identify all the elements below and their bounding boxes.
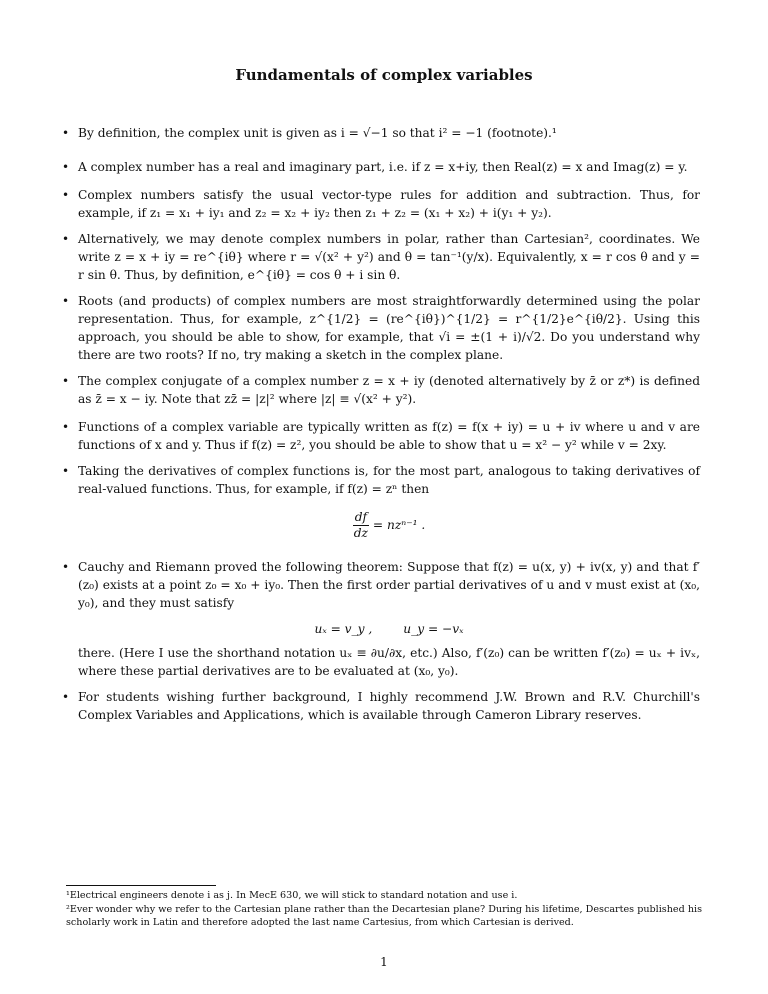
bullet-marker: • — [62, 560, 70, 574]
bullet-marker: • — [62, 374, 70, 388]
bullet-item — [62, 124, 700, 142]
footnote: ²Ever wonder why we refer to the Cartesian plane rather than the Decartesian plane? During his lifetime, Descartes published his scholarly work in Latin and therefore adopted the last name Cartesius, from which Cartesian is derived. — [66, 903, 702, 928]
bullet-marker: • — [62, 690, 70, 704]
bullet-marker: • — [62, 420, 70, 434]
bullet-text: Alternatively, we may denote complex numbers in polar, rather than Cartesian², coordinates. We write z = x + iy = re^{iθ} where r = √(x² + y²) and θ = tan⁻¹(y/x). Equivalently, x = r cos θ and y = r sin θ. Thus, by definition, e^{iθ} = cos θ + i sin θ. — [78, 232, 700, 282]
derivative-rhs: = nzⁿ⁻¹ . — [372, 518, 426, 532]
bullet-item — [62, 158, 700, 176]
bullet-item — [62, 558, 700, 680]
bullet-text: A complex number has a real and imaginary part, i.e. if z = x+iy, then Real(z) = x and Imag(z) = y. — [78, 160, 688, 174]
bullet-item — [62, 372, 700, 408]
bullet-text-continued: there. (Here I use the shorthand notation uₓ ≡ ∂u/∂x, etc.) Also, f′(z₀) can be written f′(z₀) = uₓ + ivₓ, where these partial derivatives are to be evaluated at (x₀, y₀). — [78, 646, 700, 678]
footnote: ¹Electrical engineers denote i as j. In MecE 630, we will stick to standard notation and use i. — [66, 890, 518, 901]
bullet-text: Functions of a complex variable are typically written as f(z) = f(x + iy) = u + iv where u and v are functions of x and y. Thus if f(z) = z², you should be able to show that u = x² − y² while v = 2xy. — [78, 420, 700, 452]
bullet-text: By definition, the complex unit is given as i = √−1 so that i² = −1 (footnote).¹ — [78, 126, 557, 140]
footnotes — [66, 889, 702, 930]
derivative-fraction — [353, 510, 369, 541]
cauchy-riemann-equations: uₓ = v_y , u_y = −vₓ — [314, 622, 464, 636]
bullet-marker: • — [62, 160, 70, 174]
bullet-text: For students wishing further background, I highly recommend J.W. Brown and R.V. Churchill's Complex Variables and Applications, which is available through Cameron Library reserves. — [78, 690, 700, 722]
page-title: Fundamentals of complex variables — [235, 66, 533, 84]
bullet-item — [62, 688, 700, 724]
bullet-marker: • — [62, 294, 70, 308]
bullet-text: The complex conjugate of a complex number z = x + iy (denoted alternatively by z̄ or z*) is defined as z̄ = x − iy. Note that zz̄ = |z|² where |z| ≡ √(x² + y²). — [78, 374, 700, 406]
footnote-divider — [66, 885, 216, 886]
bullet-item — [62, 230, 700, 284]
bullet-text: Complex numbers satisfy the usual vector-type rules for addition and subtraction. Thus, for example, if z₁ = x₁ + iy₁ and z₂ = x₂ + iy₂ then z₁ + z₂ = (x₁ + x₂) + i(y₁ + y₂). — [78, 188, 700, 220]
bullet-text: Roots (and products) of complex numbers are most straightforwardly determined using the polar representation. Thus, for example, z^{1/2} = (re^{iθ})^{1/2} = r^{1/2}e^{iθ/2}. Using this approach, you should be able to show, for example, that √i = ±(1 + i)/√2. Do you understand why there are two roots? If no, try making a sketch in the complex plane. — [78, 294, 700, 362]
bullet-marker: • — [62, 188, 70, 202]
bullet-marker: • — [62, 232, 70, 246]
derivative-equation — [78, 510, 700, 541]
bullet-item — [62, 462, 700, 547]
bullet-item — [62, 186, 700, 222]
fraction-numerator: df — [354, 510, 368, 524]
page-number: 1 — [380, 955, 388, 969]
bullet-marker: • — [62, 464, 70, 478]
bullet-text: Taking the derivatives of complex functions is, for the most part, analogous to taking derivatives of real-valued functions. Thus, for example, if f(z) = zⁿ then — [78, 464, 700, 496]
bullet-text: Cauchy and Riemann proved the following theorem: Suppose that f(z) = u(x, y) + iv(x, y) and that f′(z₀) exists at a point z₀ = x₀ + iy₀. Then the first order partial derivatives of u and v must exist at (x₀, y₀), and they must satisfy — [78, 560, 700, 610]
fraction-denominator: dz — [353, 526, 368, 540]
bullet-item — [62, 292, 700, 364]
bullet-item — [62, 418, 700, 454]
bullet-marker: • — [62, 126, 70, 140]
